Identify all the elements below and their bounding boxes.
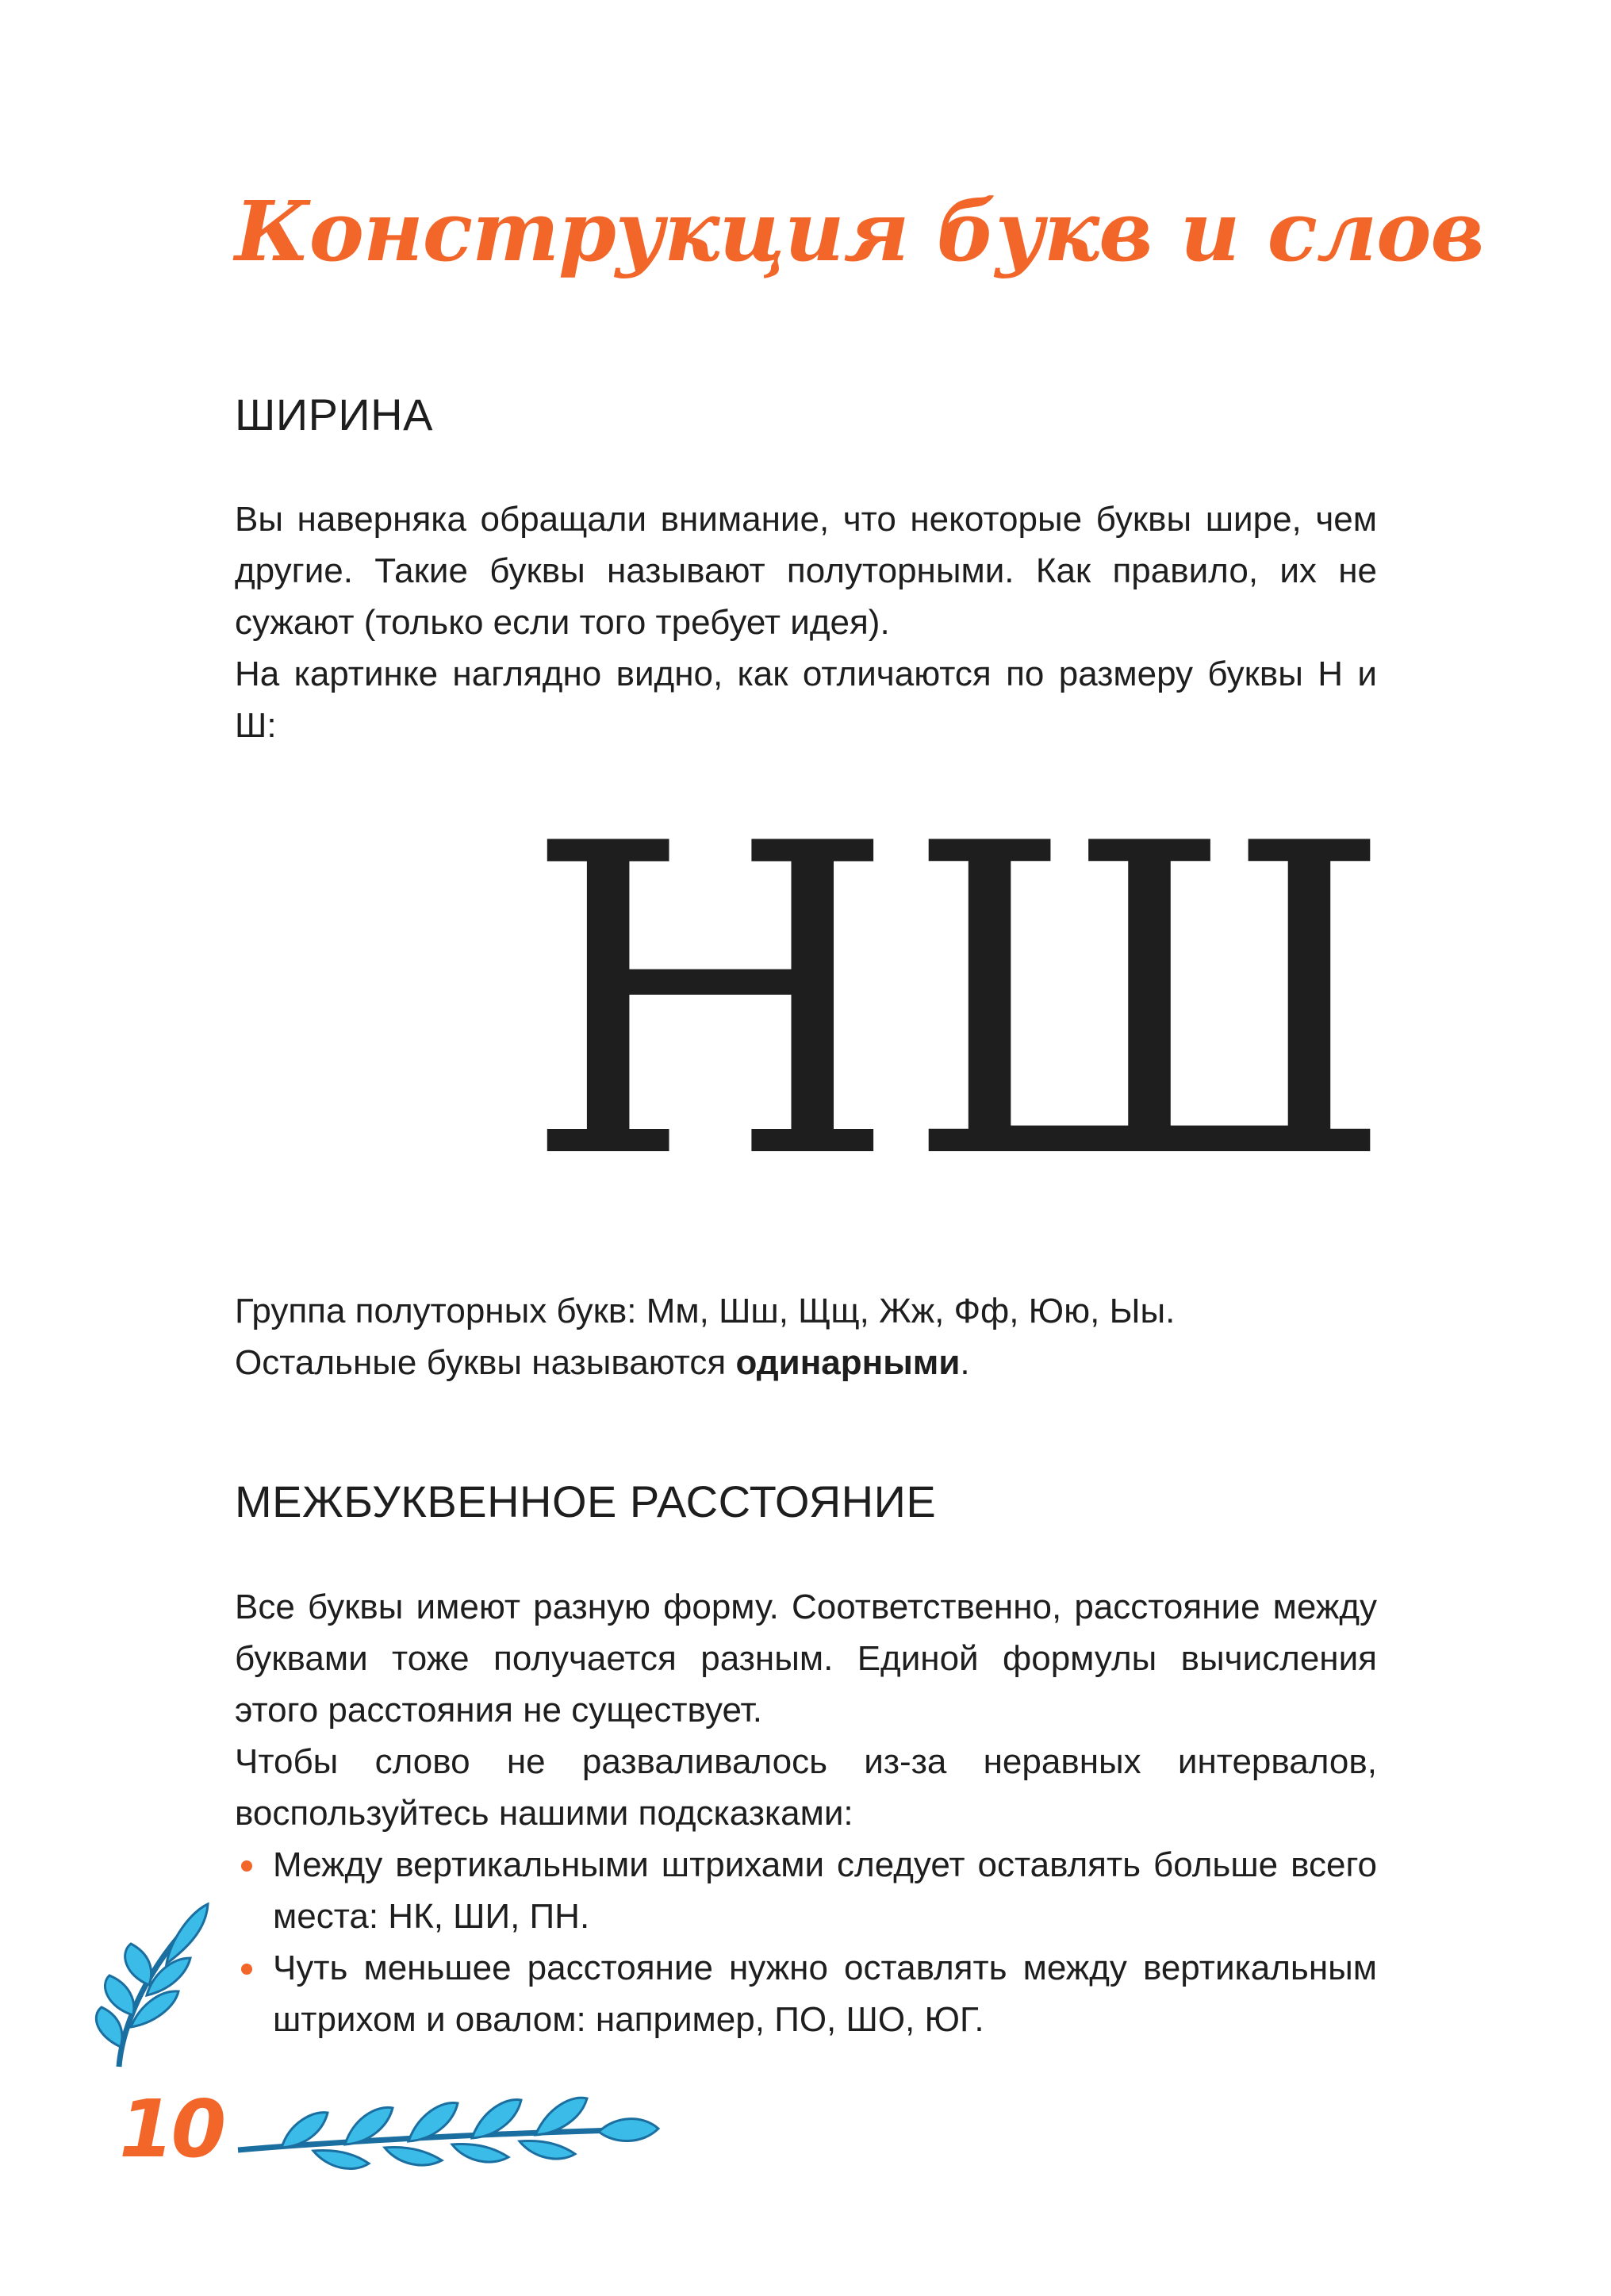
laurel-branch-vertical-icon [87, 1896, 214, 2071]
bullet-dot-icon [241, 1860, 252, 1872]
single-letters-term: одинарными [735, 1343, 961, 1382]
section-heading-width: ШИРИНА [235, 390, 433, 440]
letter-groups-block [235, 1285, 1377, 1388]
tips-list [235, 1839, 1377, 2045]
width-text-block [235, 493, 1377, 751]
bullet-dot-icon [241, 1964, 252, 1975]
single-letters-note: Остальные буквы называются одинарными. [235, 1343, 970, 1382]
spacing-paragraph-1: Все буквы имеют разную форму. Соответственно, расстояние между буквами тоже получается разным. Единой формулы вычисления этого расстояния не существует. [235, 1588, 1377, 1730]
width-paragraph-2: На картинке наглядно видно, как отличаются по размеру буквы Н и Ш: [235, 655, 1377, 745]
section-heading-spacing: МЕЖБУКВЕННОЕ РАССТОЯНИЕ [235, 1476, 937, 1526]
page-number: 10 [119, 2083, 224, 2175]
letters-illustration: НШ [524, 754, 1402, 1253]
wide-letters-group: Группа полуторных букв: Мм, Шш, Щщ, Жж, Фф, Юю, Ыы. [235, 1292, 1176, 1330]
width-paragraph-1: Вы наверняка обращали внимание, что некоторые буквы шире, чем другие. Такие буквы называют полуторными. Как правило, их не сужают (только если того требует идея). [235, 500, 1377, 642]
spacing-paragraph-2: Чтобы слово не разваливалось из-за неравных интервалов, воспользуйтесь нашими подсказками: [235, 1742, 1377, 1833]
tip-item: Чуть меньшее расстояние нужно оставлять между вертикальным штрихом и овалом: например, ПО, ШО, ЮГ. [235, 1942, 1377, 2045]
laurel-branch-horizontal-icon [234, 2075, 662, 2178]
page-title: Конструкция букв и слов [235, 182, 1484, 280]
spacing-text-block [235, 1581, 1377, 2045]
tip-item: Между вертикальными штрихами следует оставлять больше всего места: НК, ШИ, ПН. [235, 1839, 1377, 1942]
